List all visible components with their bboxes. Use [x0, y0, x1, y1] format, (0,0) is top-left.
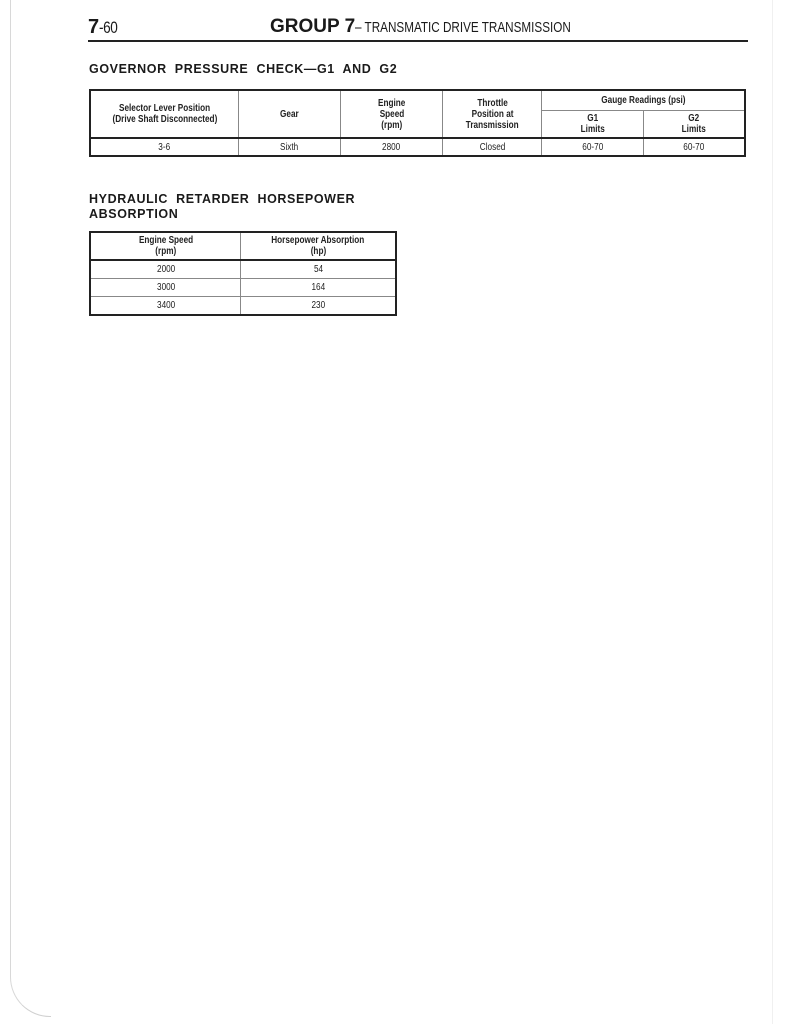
- page-number-chapter: 7: [88, 16, 99, 38]
- cell-rpm: 3400: [90, 297, 241, 316]
- governor-pressure-table: [89, 89, 746, 157]
- cell-hp: 164: [241, 279, 396, 297]
- group-title: [270, 16, 632, 38]
- header-horsepower-absorption: Horsepower Absorption (hp): [241, 232, 396, 260]
- page-header: [88, 14, 748, 42]
- cell-hp: 230: [241, 297, 396, 316]
- header-throttle-position: Throttle Position at Transmission: [443, 90, 542, 138]
- table-row: [90, 138, 745, 156]
- page-edge-right: [772, 0, 773, 1024]
- cell-rpm: 3000: [90, 279, 241, 297]
- cell-hp: 54: [241, 260, 396, 279]
- retarder-section-title: HYDRAULIC RETARDER HORSEPOWER ABSORPTION: [89, 192, 356, 221]
- cell-throttle: Closed: [443, 138, 542, 156]
- header-gear: Gear: [239, 90, 341, 138]
- cell-engine-speed: 2800: [340, 138, 443, 156]
- table-row: [90, 279, 396, 297]
- cell-gear: Sixth: [239, 138, 341, 156]
- group-subtitle: – TRANSMATIC DRIVE TRANSMISSION: [355, 19, 572, 36]
- page-edge-shadow: [10, 0, 51, 1017]
- group-label: GROUP 7: [270, 16, 356, 37]
- page-number: [88, 16, 122, 39]
- header-engine-speed: Engine Speed (rpm): [340, 90, 443, 138]
- page-number-page: -60: [98, 18, 118, 37]
- governor-section-title: GOVERNOR PRESSURE CHECK—G1 AND G2: [89, 62, 398, 76]
- header-g2-limits: G2 Limits: [643, 110, 745, 138]
- header-engine-speed: Engine Speed (rpm): [90, 232, 241, 260]
- cell-g2: 60-70: [643, 138, 745, 156]
- header-gauge-readings: Gauge Readings (psi): [542, 90, 745, 110]
- cell-selector: 3-6: [90, 138, 239, 156]
- header-selector-lever: Selector Lever Position (Drive Shaft Disconnected): [90, 90, 239, 138]
- table-row: [90, 260, 396, 279]
- retarder-horsepower-table: [89, 231, 397, 316]
- table-row: [90, 297, 396, 316]
- header-g1-limits: G1 Limits: [542, 110, 644, 138]
- cell-g1: 60-70: [542, 138, 644, 156]
- header-rule: [88, 40, 748, 42]
- cell-rpm: 2000: [90, 260, 241, 279]
